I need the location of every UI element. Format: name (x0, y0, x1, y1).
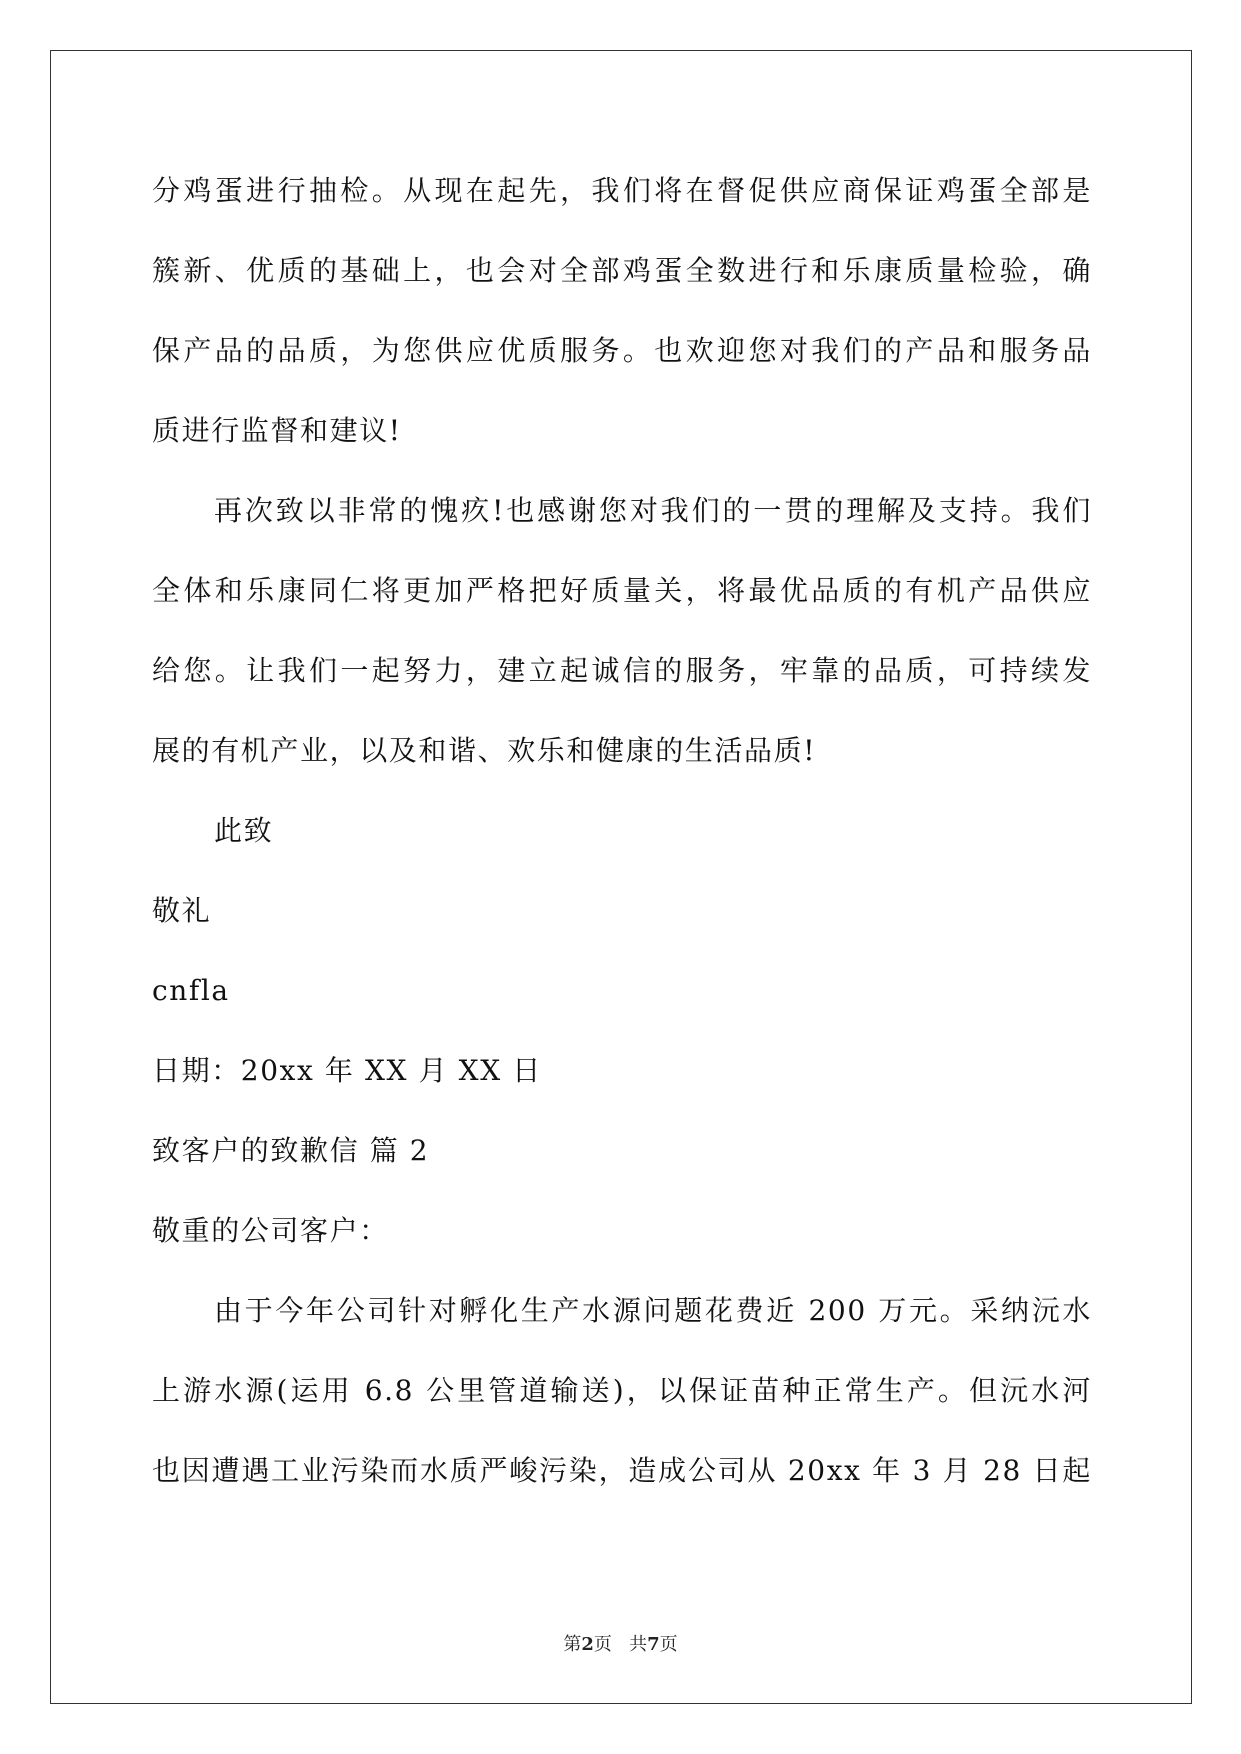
text-line: 保产品的品质，为您供应优质服务。也欢迎您对我们的产品和服务品 (152, 334, 1092, 367)
signature: cnfla (152, 974, 230, 1007)
page-mid: 页 共 (593, 1634, 648, 1655)
date-line: 日期：20xx 年 XX 月 XX 日 (152, 1054, 542, 1087)
text-line: 分鸡蛋进行抽检。从现在起先，我们将在督促供应商保证鸡蛋全部是 (152, 174, 1092, 207)
text-line: 给您。让我们一起努力，建立起诚信的服务，牢靠的品质，可持续发 (152, 654, 1092, 687)
closing-regards: 敬礼 (152, 894, 212, 927)
text-line: 也因遭遇工业污染而水质严峻污染，造成公司从 20xx 年 3 月 28 日起 (152, 1454, 1092, 1487)
page-suffix: 页 (659, 1634, 678, 1655)
page-total: 7 (647, 1634, 660, 1655)
text-line: 再次致以非常的愧疚!也感谢您对我们的一贯的理解及支持。我们 (214, 494, 1092, 527)
page-footer (0, 1630, 1241, 1656)
section-title: 致客户的致歉信 篇 2 (152, 1134, 430, 1167)
greeting: 敬重的公司客户： (152, 1214, 389, 1247)
text-line: 由于今年公司针对孵化生产水源问题花费近 200 万元。采纳沅水 (214, 1294, 1092, 1327)
text-line: 全体和乐康同仁将更加严格把好质量关，将最优品质的有机产品供应 (152, 574, 1092, 607)
page-prefix: 第 (563, 1634, 582, 1655)
text-line: 上游水源(运用 6.8 公里管道输送)，以保证苗种正常生产。但沅水河 (152, 1374, 1092, 1407)
text-line: 展的有机产业，以及和谐、欢乐和健康的生活品质! (152, 734, 817, 767)
text-line: 簇新、优质的基础上，也会对全部鸡蛋全数进行和乐康质量检验，确 (152, 254, 1092, 287)
text-line: 质进行监督和建议! (152, 414, 402, 447)
document-body (152, 164, 1092, 1524)
closing-salutation: 此致 (214, 814, 274, 847)
page-current: 2 (581, 1634, 594, 1655)
